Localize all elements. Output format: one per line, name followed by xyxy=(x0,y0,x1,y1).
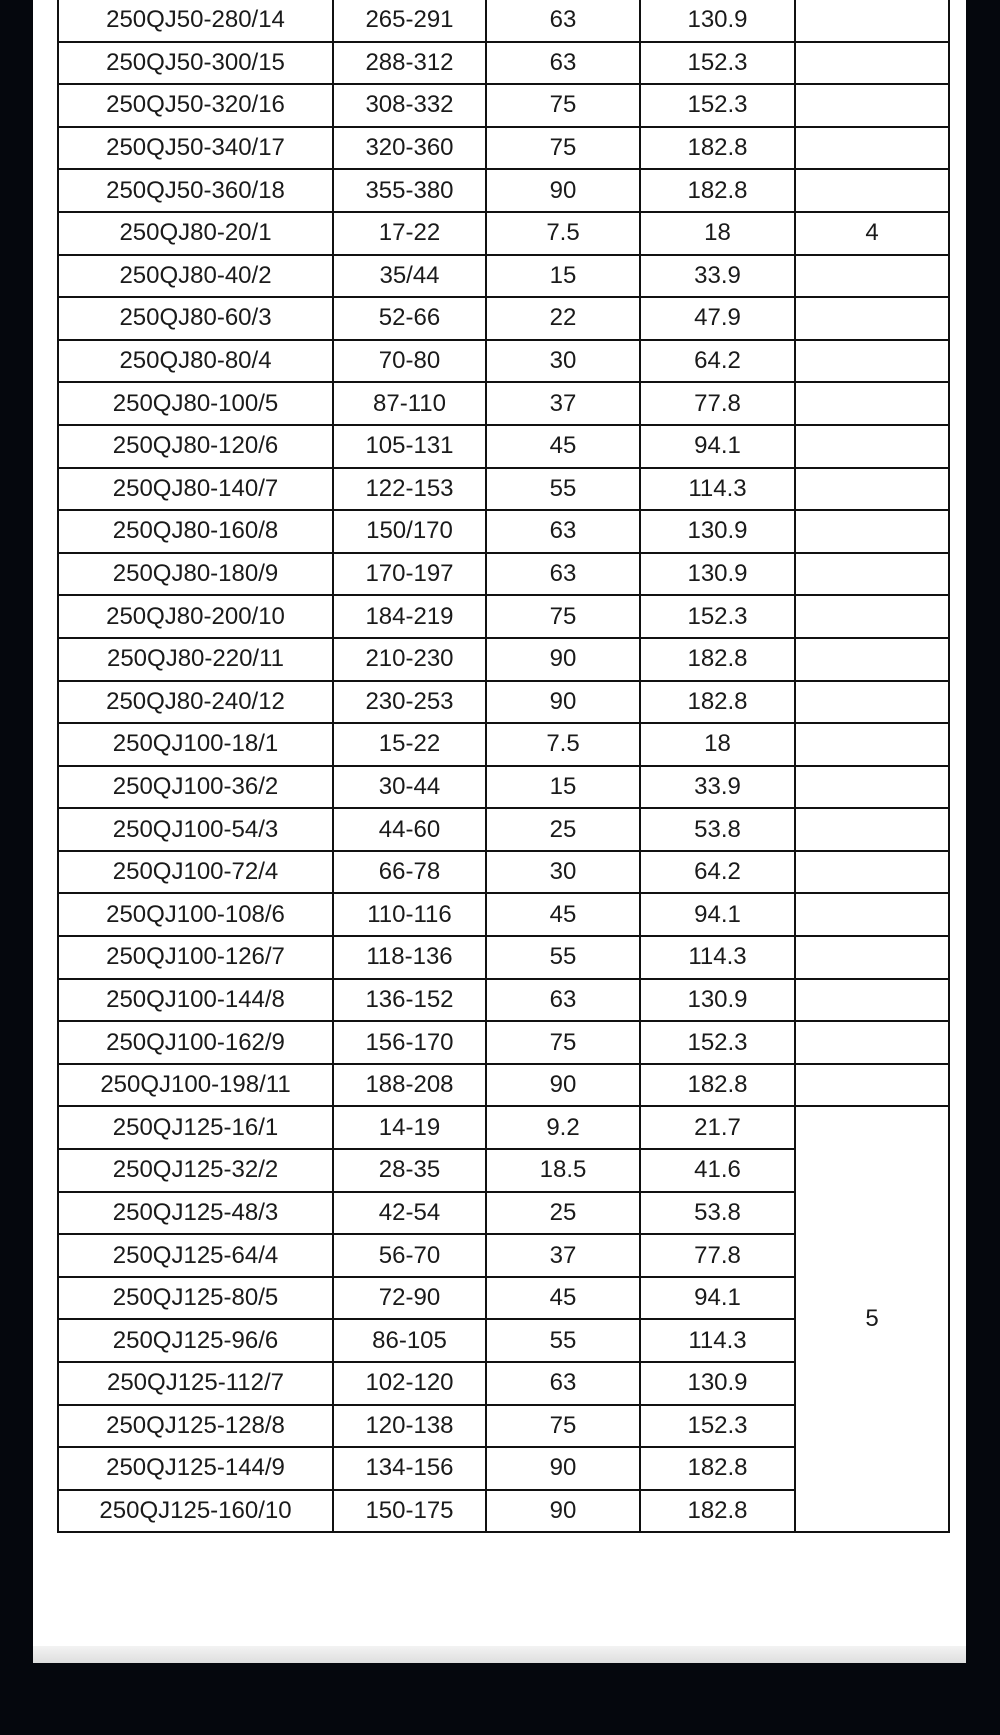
model-cell: 250QJ80-80/4 xyxy=(58,340,333,383)
group-number-cell xyxy=(795,681,949,724)
head-range-cell: 188-208 xyxy=(333,1064,486,1107)
current-cell: 114.3 xyxy=(640,936,795,979)
model-cell: 250QJ80-160/8 xyxy=(58,510,333,553)
model-cell: 250QJ125-96/6 xyxy=(58,1319,333,1362)
table-row xyxy=(58,1021,949,1064)
table-row xyxy=(58,382,949,425)
current-cell: 114.3 xyxy=(640,1319,795,1362)
head-range-cell: 86-105 xyxy=(333,1319,486,1362)
power-cell: 75 xyxy=(486,1405,640,1448)
power-cell: 25 xyxy=(486,808,640,851)
table-row xyxy=(58,723,949,766)
table-row xyxy=(58,42,949,85)
current-cell: 21.7 xyxy=(640,1106,795,1149)
model-cell: 250QJ80-180/9 xyxy=(58,553,333,596)
current-cell: 53.8 xyxy=(640,808,795,851)
model-cell: 250QJ100-162/9 xyxy=(58,1021,333,1064)
model-cell: 250QJ50-320/16 xyxy=(58,84,333,127)
table-row xyxy=(58,510,949,553)
power-cell: 37 xyxy=(486,1234,640,1277)
head-range-cell: 308-332 xyxy=(333,84,486,127)
power-cell: 75 xyxy=(486,1021,640,1064)
table-row xyxy=(58,212,949,255)
current-cell: 94.1 xyxy=(640,1277,795,1320)
head-range-cell: 28-35 xyxy=(333,1149,486,1192)
head-range-cell: 320-360 xyxy=(333,127,486,170)
group-number-cell xyxy=(795,127,949,170)
power-cell: 15 xyxy=(486,766,640,809)
pump-spec-table-body xyxy=(58,0,949,1532)
head-range-cell: 110-116 xyxy=(333,893,486,936)
head-range-cell: 42-54 xyxy=(333,1192,486,1235)
head-range-cell: 150-175 xyxy=(333,1490,486,1533)
table-row xyxy=(58,1106,949,1149)
group-number-cell xyxy=(795,595,949,638)
head-range-cell: 87-110 xyxy=(333,382,486,425)
head-range-cell: 118-136 xyxy=(333,936,486,979)
group-number-cell xyxy=(795,42,949,85)
power-cell: 63 xyxy=(486,510,640,553)
table-row xyxy=(58,297,949,340)
page-bottom-edge xyxy=(33,1646,966,1663)
current-cell: 182.8 xyxy=(640,127,795,170)
current-cell: 152.3 xyxy=(640,595,795,638)
model-cell: 250QJ50-340/17 xyxy=(58,127,333,170)
current-cell: 114.3 xyxy=(640,468,795,511)
current-cell: 152.3 xyxy=(640,1021,795,1064)
head-range-cell: 72-90 xyxy=(333,1277,486,1320)
head-range-cell: 170-197 xyxy=(333,553,486,596)
head-range-cell: 120-138 xyxy=(333,1405,486,1448)
table-row xyxy=(58,979,949,1022)
current-cell: 53.8 xyxy=(640,1192,795,1235)
group-number-cell xyxy=(795,84,949,127)
head-range-cell: 56-70 xyxy=(333,1234,486,1277)
head-range-cell: 210-230 xyxy=(333,638,486,681)
table-row xyxy=(58,1064,949,1107)
group-number-cell: 5 xyxy=(795,1106,949,1532)
power-cell: 90 xyxy=(486,1064,640,1107)
current-cell: 41.6 xyxy=(640,1149,795,1192)
power-cell: 75 xyxy=(486,84,640,127)
table-row xyxy=(58,553,949,596)
power-cell: 90 xyxy=(486,638,640,681)
head-range-cell: 136-152 xyxy=(333,979,486,1022)
model-cell: 250QJ125-144/9 xyxy=(58,1447,333,1490)
power-cell: 63 xyxy=(486,1362,640,1405)
table-row xyxy=(58,893,949,936)
head-range-cell: 184-219 xyxy=(333,595,486,638)
power-cell: 25 xyxy=(486,1192,640,1235)
current-cell: 33.9 xyxy=(640,255,795,298)
table-row xyxy=(58,936,949,979)
current-cell: 94.1 xyxy=(640,425,795,468)
model-cell: 250QJ50-360/18 xyxy=(58,169,333,212)
head-range-cell: 150/170 xyxy=(333,510,486,553)
group-number-cell xyxy=(795,808,949,851)
current-cell: 64.2 xyxy=(640,340,795,383)
table-row xyxy=(58,127,949,170)
current-cell: 130.9 xyxy=(640,979,795,1022)
head-range-cell: 44-60 xyxy=(333,808,486,851)
current-cell: 152.3 xyxy=(640,84,795,127)
group-number-cell xyxy=(795,510,949,553)
power-cell: 30 xyxy=(486,851,640,894)
current-cell: 33.9 xyxy=(640,766,795,809)
table-row xyxy=(58,255,949,298)
model-cell: 250QJ125-128/8 xyxy=(58,1405,333,1448)
model-cell: 250QJ125-80/5 xyxy=(58,1277,333,1320)
group-number-cell xyxy=(795,340,949,383)
model-cell: 250QJ80-40/2 xyxy=(58,255,333,298)
group-number-cell xyxy=(795,1021,949,1064)
group-number-cell xyxy=(795,851,949,894)
power-cell: 90 xyxy=(486,169,640,212)
power-cell: 63 xyxy=(486,553,640,596)
head-range-cell: 265-291 xyxy=(333,0,486,42)
group-number-cell xyxy=(795,0,949,42)
current-cell: 18 xyxy=(640,212,795,255)
group-number-cell xyxy=(795,1064,949,1107)
model-cell: 250QJ100-54/3 xyxy=(58,808,333,851)
power-cell: 37 xyxy=(486,382,640,425)
power-cell: 18.5 xyxy=(486,1149,640,1192)
model-cell: 250QJ125-112/7 xyxy=(58,1362,333,1405)
head-range-cell: 230-253 xyxy=(333,681,486,724)
current-cell: 130.9 xyxy=(640,0,795,42)
group-number-cell xyxy=(795,638,949,681)
model-cell: 250QJ80-100/5 xyxy=(58,382,333,425)
table-row xyxy=(58,468,949,511)
current-cell: 182.8 xyxy=(640,681,795,724)
group-number-cell xyxy=(795,169,949,212)
group-number-cell xyxy=(795,255,949,298)
current-cell: 130.9 xyxy=(640,553,795,596)
model-cell: 250QJ100-72/4 xyxy=(58,851,333,894)
power-cell: 55 xyxy=(486,468,640,511)
power-cell: 90 xyxy=(486,1447,640,1490)
power-cell: 7.5 xyxy=(486,723,640,766)
group-number-cell xyxy=(795,936,949,979)
table-row xyxy=(58,425,949,468)
power-cell: 22 xyxy=(486,297,640,340)
head-range-cell: 30-44 xyxy=(333,766,486,809)
head-range-cell: 52-66 xyxy=(333,297,486,340)
model-cell: 250QJ125-16/1 xyxy=(58,1106,333,1149)
current-cell: 182.8 xyxy=(640,169,795,212)
power-cell: 63 xyxy=(486,979,640,1022)
group-number-cell xyxy=(795,893,949,936)
group-number-cell xyxy=(795,297,949,340)
current-cell: 152.3 xyxy=(640,42,795,85)
model-cell: 250QJ125-64/4 xyxy=(58,1234,333,1277)
head-range-cell: 122-153 xyxy=(333,468,486,511)
table-row xyxy=(58,595,949,638)
model-cell: 250QJ125-48/3 xyxy=(58,1192,333,1235)
head-range-cell: 17-22 xyxy=(333,212,486,255)
table-row xyxy=(58,766,949,809)
table-row xyxy=(58,851,949,894)
group-number-cell xyxy=(795,425,949,468)
power-cell: 75 xyxy=(486,595,640,638)
table-row xyxy=(58,638,949,681)
group-number-cell xyxy=(795,723,949,766)
current-cell: 77.8 xyxy=(640,1234,795,1277)
model-cell: 250QJ80-140/7 xyxy=(58,468,333,511)
model-cell: 250QJ100-18/1 xyxy=(58,723,333,766)
current-cell: 47.9 xyxy=(640,297,795,340)
current-cell: 64.2 xyxy=(640,851,795,894)
group-number-cell xyxy=(795,468,949,511)
power-cell: 90 xyxy=(486,681,640,724)
model-cell: 250QJ80-220/11 xyxy=(58,638,333,681)
model-cell: 250QJ80-60/3 xyxy=(58,297,333,340)
power-cell: 63 xyxy=(486,0,640,42)
table-row xyxy=(58,808,949,851)
current-cell: 77.8 xyxy=(640,382,795,425)
model-cell: 250QJ100-36/2 xyxy=(58,766,333,809)
table-row xyxy=(58,0,949,42)
model-cell: 250QJ80-120/6 xyxy=(58,425,333,468)
model-cell: 250QJ80-240/12 xyxy=(58,681,333,724)
group-number-cell: 4 xyxy=(795,212,949,255)
current-cell: 94.1 xyxy=(640,893,795,936)
group-number-cell xyxy=(795,766,949,809)
model-cell: 250QJ80-20/1 xyxy=(58,212,333,255)
power-cell: 45 xyxy=(486,893,640,936)
group-number-cell xyxy=(795,553,949,596)
table-row xyxy=(58,169,949,212)
model-cell: 250QJ125-160/10 xyxy=(58,1490,333,1533)
current-cell: 130.9 xyxy=(640,1362,795,1405)
group-number-cell xyxy=(795,382,949,425)
model-cell: 250QJ125-32/2 xyxy=(58,1149,333,1192)
head-range-cell: 102-120 xyxy=(333,1362,486,1405)
current-cell: 18 xyxy=(640,723,795,766)
head-range-cell: 35/44 xyxy=(333,255,486,298)
head-range-cell: 66-78 xyxy=(333,851,486,894)
model-cell: 250QJ80-200/10 xyxy=(58,595,333,638)
model-cell: 250QJ100-126/7 xyxy=(58,936,333,979)
head-range-cell: 156-170 xyxy=(333,1021,486,1064)
power-cell: 55 xyxy=(486,936,640,979)
current-cell: 152.3 xyxy=(640,1405,795,1448)
power-cell: 30 xyxy=(486,340,640,383)
head-range-cell: 355-380 xyxy=(333,169,486,212)
pump-spec-table xyxy=(57,0,950,1533)
head-range-cell: 14-19 xyxy=(333,1106,486,1149)
table-row xyxy=(58,84,949,127)
head-range-cell: 70-80 xyxy=(333,340,486,383)
table-row xyxy=(58,681,949,724)
table-row xyxy=(58,340,949,383)
model-cell: 250QJ100-108/6 xyxy=(58,893,333,936)
current-cell: 182.8 xyxy=(640,1490,795,1533)
power-cell: 90 xyxy=(486,1490,640,1533)
power-cell: 63 xyxy=(486,42,640,85)
head-range-cell: 288-312 xyxy=(333,42,486,85)
power-cell: 15 xyxy=(486,255,640,298)
power-cell: 45 xyxy=(486,425,640,468)
current-cell: 130.9 xyxy=(640,510,795,553)
model-cell: 250QJ100-198/11 xyxy=(58,1064,333,1107)
head-range-cell: 105-131 xyxy=(333,425,486,468)
model-cell: 250QJ50-280/14 xyxy=(58,0,333,42)
current-cell: 182.8 xyxy=(640,638,795,681)
power-cell: 75 xyxy=(486,127,640,170)
power-cell: 45 xyxy=(486,1277,640,1320)
current-cell: 182.8 xyxy=(640,1447,795,1490)
model-cell: 250QJ100-144/8 xyxy=(58,979,333,1022)
group-number-cell xyxy=(795,979,949,1022)
current-cell: 182.8 xyxy=(640,1064,795,1107)
power-cell: 55 xyxy=(486,1319,640,1362)
power-cell: 7.5 xyxy=(486,212,640,255)
head-range-cell: 134-156 xyxy=(333,1447,486,1490)
power-cell: 9.2 xyxy=(486,1106,640,1149)
head-range-cell: 15-22 xyxy=(333,723,486,766)
model-cell: 250QJ50-300/15 xyxy=(58,42,333,85)
